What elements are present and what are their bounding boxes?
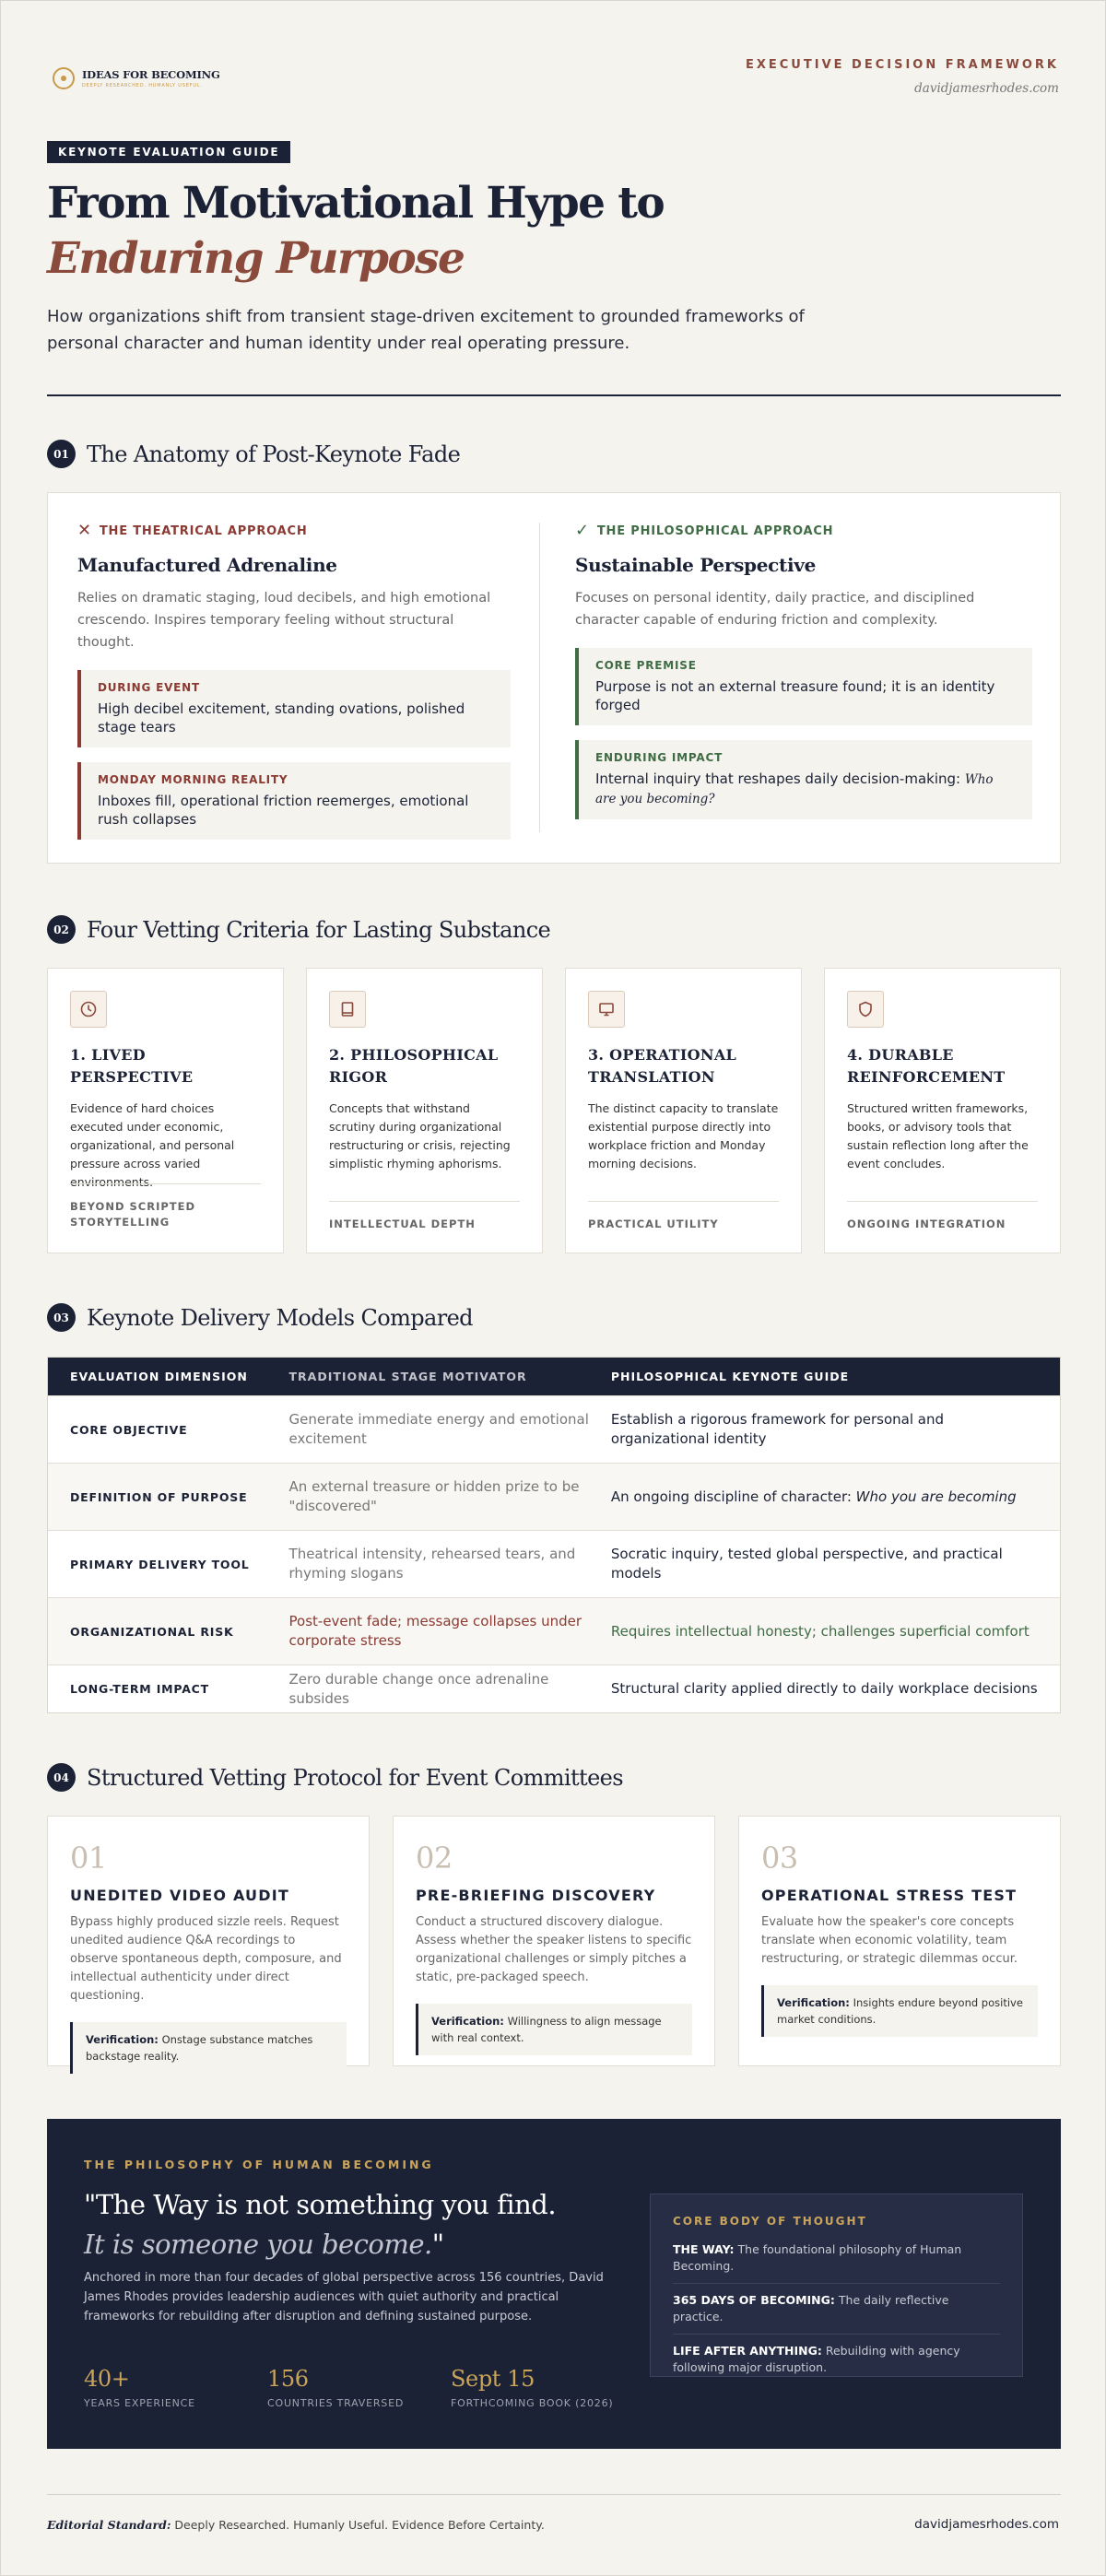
column-header: TRADITIONAL STAGE MOTIVATOR <box>288 1370 527 1383</box>
row-traditional: Post-event fade; message collapses under corporate stress <box>288 1613 582 1649</box>
approach-label-text: THE THEATRICAL APPROACH <box>99 523 308 538</box>
step-number: 03 <box>761 1841 798 1876</box>
note-during-event <box>77 670 511 747</box>
verification-label: Verification: <box>86 2033 159 2046</box>
row-dimension: ORGANIZATIONAL RISK <box>70 1624 234 1639</box>
criteria-card <box>565 968 802 1253</box>
note-text: Inboxes fill, operational friction reemerges, emotional rush collapses <box>98 793 469 828</box>
criteria-description: The distinct capacity to translate existential purpose directly into workplace friction and Monday morning decisions. <box>588 1101 779 1170</box>
note-core-premise <box>575 648 1032 725</box>
row-traditional: Zero durable change once adrenaline subsides <box>288 1670 549 1707</box>
criteria-footer: ONGOING INTEGRATION <box>847 1201 1038 1232</box>
core-thought-item <box>673 2233 1000 2284</box>
section-title: Structured Vetting Protocol for Event Committees <box>87 1764 623 1791</box>
column-description: Relies on dramatic staging, loud decibels, and high emotional crescendo. Inspires temporary feeling without structural thought. <box>77 591 491 650</box>
item-term: 365 DAYS OF BECOMING: <box>673 2293 835 2307</box>
item-text: The foundational philosophy of Human Becoming. <box>673 2242 962 2273</box>
philosophical-column <box>575 523 1032 819</box>
page-title <box>47 176 840 287</box>
philosophy-eyebrow: THE PHILOSOPHY OF HUMAN BECOMING <box>84 2158 434 2171</box>
stat <box>267 2366 404 2409</box>
criteria-footer: PRACTICAL UTILITY <box>588 1201 779 1232</box>
comparison-table <box>47 1357 1061 1713</box>
note-label: DURING EVENT <box>98 681 200 694</box>
sun-icon <box>53 67 75 89</box>
editorial-text: Deeply Researched. Humanly Useful. Evidence Before Certainty. <box>171 2518 545 2532</box>
criteria-card <box>824 968 1061 1253</box>
step-number: 01 <box>70 1841 107 1876</box>
section-number: 04 <box>47 1763 76 1792</box>
stat-label: COUNTRIES TRAVERSED <box>267 2397 405 2409</box>
item-text: Rebuilding with agency following major disruption. <box>673 2344 960 2374</box>
section-heading-3 <box>47 1303 473 1332</box>
note-label: ENDURING IMPACT <box>595 751 724 764</box>
verification-text: Insights endure beyond positive market conditions. <box>777 1996 1023 2026</box>
criteria-title: 4. DURABLE REINFORCEMENT <box>847 1046 1006 1086</box>
item-text: The daily reflective practice. <box>673 2293 949 2323</box>
note-monday-reality <box>77 762 511 840</box>
hero-divider <box>47 394 1061 396</box>
section-number: 01 <box>47 440 76 468</box>
x-icon: ✕ <box>77 521 92 540</box>
quote-line-2: It is someone you become. <box>84 2229 432 2260</box>
item-term: THE WAY: <box>673 2242 735 2256</box>
criteria-description: Concepts that withstand scrutiny during organizational restructuring or crisis, rejecting simplistic rhyming aphorisms. <box>329 1101 511 1170</box>
check-icon: ✓ <box>575 521 590 540</box>
section-title: Keynote Delivery Models Compared <box>87 1304 473 1331</box>
section-number: 03 <box>47 1303 76 1332</box>
philosophy-quote <box>84 2185 637 2264</box>
approach-comparison-card <box>47 492 1061 864</box>
criteria-title: 2. PHILOSOPHICAL RIGOR <box>329 1046 499 1086</box>
column-header: PHILOSOPHICAL KEYNOTE GUIDE <box>610 1370 850 1383</box>
protocol-step-card <box>393 1816 715 2066</box>
approach-label <box>575 523 1032 539</box>
note-enduring-impact <box>575 740 1032 819</box>
row-dimension: DEFINITION OF PURPOSE <box>70 1489 248 1504</box>
row-philosophical <box>611 1488 1060 1507</box>
section-heading-4 <box>47 1763 623 1792</box>
stat-value: 40+ <box>84 2366 130 2392</box>
verification-label: Verification: <box>431 2015 504 2028</box>
shield-icon <box>847 991 884 1028</box>
page-subtitle: How organizations shift from transient stage-driven excitement to grounded frameworks of personal character and human identity under real operating pressure. <box>47 307 805 353</box>
step-description: Evaluate how the speaker's core concepts translate when economic volatility, team restructuring, or strategic dilemmas occur. <box>761 1915 1018 1966</box>
monitor-icon <box>588 991 625 1028</box>
philosophy-panel <box>47 2119 1061 2449</box>
criteria-description: Structured written frameworks, books, or advisory tools that sustain reflection long after the event concludes. <box>847 1101 1029 1170</box>
step-verification <box>416 2004 692 2055</box>
core-thought-item <box>673 2284 1000 2335</box>
step-description: Bypass highly produced sizzle reels. Request unedited audience Q&A recordings to observe spontaneous depth, composure, and intellectual authenticity under direct questioning. <box>70 1915 342 2003</box>
footer-site-link[interactable]: davidjamesrhodes.com <box>914 2517 1059 2532</box>
theatrical-column <box>77 523 511 840</box>
framework-label: EXECUTIVE DECISION FRAMEWORK <box>745 58 1059 72</box>
criteria-footer: INTELLECTUAL DEPTH <box>329 1201 520 1232</box>
logo-tagline: DEEPLY RESEARCHED. HUMANLY USEFUL. <box>82 83 203 88</box>
row-dimension: LONG-TERM IMPACT <box>70 1682 209 1696</box>
stat <box>451 2366 614 2409</box>
note-text: High decibel excitement, standing ovations, polished stage tears <box>98 700 465 735</box>
row-dimension: CORE OBJECTIVE <box>70 1422 188 1437</box>
verification-text: Willingness to align message with real context. <box>431 2015 662 2044</box>
approach-label-text: THE PHILOSOPHICAL APPROACH <box>596 523 834 538</box>
criteria-description: Evidence of hard choices executed under economic, organizational, and personal pressure across varied environments. <box>70 1101 235 1189</box>
footer-divider <box>47 2494 1061 2495</box>
column-header: EVALUATION DIMENSION <box>70 1370 248 1383</box>
table-row <box>48 1530 1060 1597</box>
row-philosophical: Socratic inquiry, tested global perspective, and practical models <box>610 1546 1003 1582</box>
logo-name: IDEAS FOR BECOMING <box>82 68 220 81</box>
section-title: Four Vetting Criteria for Lasting Substance <box>87 916 551 943</box>
core-thought-label: CORE BODY OF THOUGHT <box>673 2215 867 2228</box>
step-title: UNEDITED VIDEO AUDIT <box>70 1887 289 1904</box>
criteria-title: 3. OPERATIONAL TRANSLATION <box>588 1046 737 1086</box>
table-header <box>48 1358 1060 1395</box>
editorial-standard <box>47 2518 545 2532</box>
criteria-footer: BEYOND SCRIPTED STORYTELLING <box>70 1183 261 1230</box>
title-accent: Enduring Purpose <box>47 233 465 284</box>
stat <box>84 2366 195 2409</box>
step-number: 02 <box>416 1841 453 1876</box>
table-row <box>48 1664 1060 1712</box>
protocol-step-card <box>738 1816 1061 2066</box>
stat-value: Sept 15 <box>451 2366 535 2392</box>
note-label: MONDAY MORNING REALITY <box>98 773 288 786</box>
column-title: Sustainable Perspective <box>575 554 817 576</box>
note-label: CORE PREMISE <box>595 659 697 672</box>
guide-badge: KEYNOTE EVALUATION GUIDE <box>47 141 290 163</box>
row-dimension: PRIMARY DELIVERY TOOL <box>70 1557 250 1571</box>
quote-line-1: "The Way is not something you find. <box>84 2189 557 2220</box>
book-icon <box>329 991 366 1028</box>
verification-text: Onstage substance matches backstage reality. <box>86 2033 313 2063</box>
column-description: Focuses on personal identity, daily practice, and disciplined character capable of enduring friction and complexity. <box>575 591 975 628</box>
approach-label <box>77 523 511 539</box>
note-text <box>595 770 1016 808</box>
criteria-title: 1. LIVED PERSPECTIVE <box>70 1046 194 1086</box>
stat-label: YEARS EXPERIENCE <box>84 2397 195 2409</box>
step-title: PRE-BRIEFING DISCOVERY <box>416 1887 656 1904</box>
table-row <box>48 1597 1060 1664</box>
header-site-link[interactable]: davidjamesrhodes.com <box>914 81 1059 96</box>
step-description: Conduct a structured discovery dialogue. Assess whether the speaker listens to specific organizational challenges or simply pitches a static, pre-packaged speech. <box>416 1915 692 1984</box>
row-philosophical: Establish a rigorous framework for personal and organizational identity <box>610 1411 945 1447</box>
step-title: OPERATIONAL STRESS TEST <box>761 1887 1018 1904</box>
row-philosophical-text: An ongoing discipline of character: <box>610 1488 856 1505</box>
header-meta <box>746 58 1059 96</box>
editorial-label: Editorial Standard: <box>47 2518 171 2532</box>
row-emphasis: Who you are becoming <box>855 1488 1017 1505</box>
step-verification <box>70 2022 347 2074</box>
row-traditional: Generate immediate energy and emotional excitement <box>288 1411 589 1447</box>
stat-label: FORTHCOMING BOOK (2026) <box>451 2397 614 2409</box>
section-number: 02 <box>47 915 76 944</box>
note-text: Purpose is not an external treasure found; it is an identity forged <box>595 678 995 713</box>
table-row <box>48 1395 1060 1463</box>
brand-logo[interactable] <box>53 67 220 89</box>
column-title: Manufactured Adrenaline <box>77 554 337 576</box>
stat-value: 156 <box>267 2366 309 2392</box>
core-thought-box <box>650 2194 1023 2377</box>
table-row <box>48 1463 1060 1530</box>
philosophy-body: Anchored in more than four decades of global perspective across 156 countries, David James Rhodes provides leadership audiences with quiet authority and practical frameworks for rebuilding after disruption and defining sustained purpose. <box>84 2271 604 2323</box>
section-title: The Anatomy of Post-Keynote Fade <box>87 441 461 467</box>
clock-icon <box>70 991 107 1028</box>
row-traditional: Theatrical intensity, rehearsed tears, and rhyming slogans <box>288 1546 576 1582</box>
note-text-plain: Internal inquiry that reshapes daily decision-making: <box>595 770 965 787</box>
verification-label: Verification: <box>777 1996 850 2009</box>
row-philosophical: Requires intellectual honesty; challenges superficial comfort <box>610 1622 1030 1640</box>
title-plain: From Motivational Hype to <box>47 178 665 229</box>
protocol-step-card <box>47 1816 370 2066</box>
criteria-card <box>47 968 284 1253</box>
note-emphasis: Who are you becoming? <box>595 772 994 806</box>
quote-close: " <box>431 2229 444 2260</box>
step-verification <box>761 1985 1038 2037</box>
criteria-card <box>306 968 543 1253</box>
item-term: LIFE AFTER ANYTHING: <box>673 2344 822 2358</box>
section-heading-2 <box>47 915 550 944</box>
core-thought-item <box>673 2335 1000 2384</box>
row-traditional: An external treasure or hidden prize to be "discovered" <box>288 1478 580 1514</box>
row-philosophical: Structural clarity applied directly to daily workplace decisions <box>610 1680 1038 1697</box>
section-heading-1 <box>47 440 460 468</box>
column-divider <box>539 523 540 832</box>
